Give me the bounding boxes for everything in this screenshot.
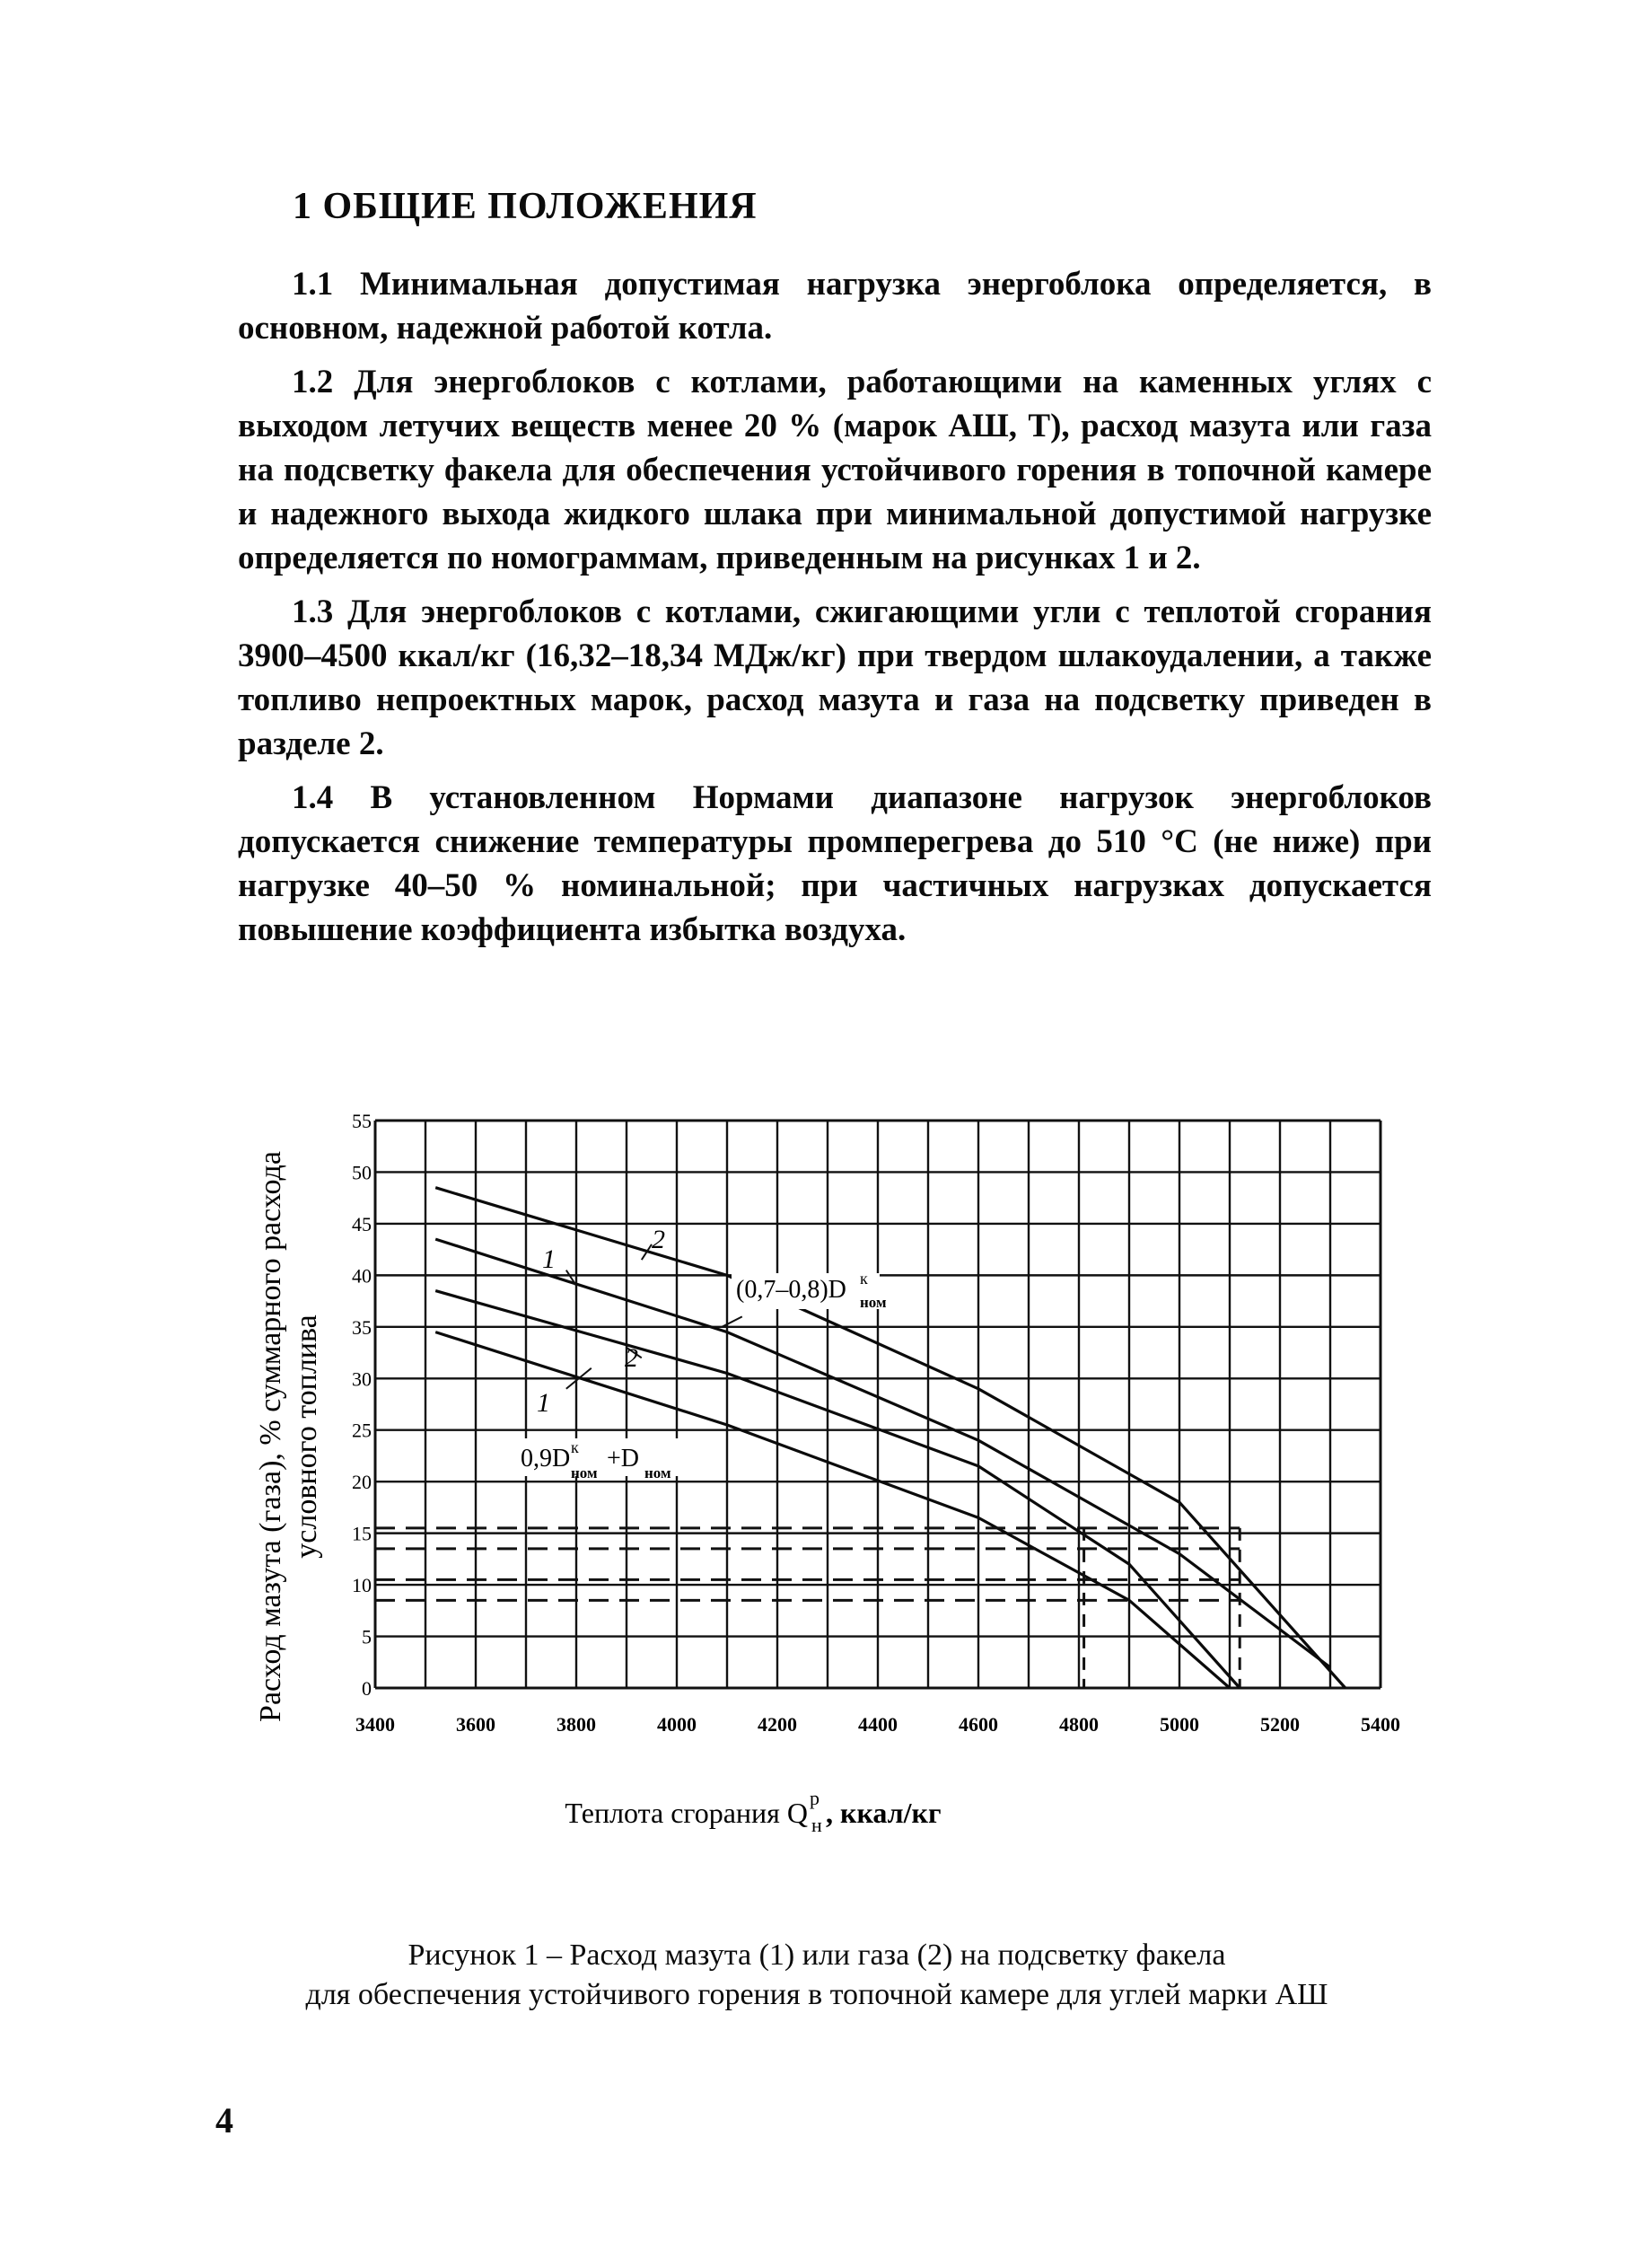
- caption-line-2: для обеспечения устойчивого горения в топочной камере для углей марки АШ: [305, 1978, 1328, 2011]
- y-axis-label-line1: Расход мазута (газа), % суммарного расхода: [254, 1151, 287, 1722]
- curve-lower-2: [435, 1291, 1240, 1688]
- section-heading: 1 ОБЩИЕ ПОЛОЖЕНИЯ: [293, 186, 758, 227]
- curve-label-2-upper: 2: [652, 1225, 665, 1254]
- x-tick-label: 3600: [456, 1713, 495, 1736]
- x-tick-label: 3400: [355, 1713, 395, 1736]
- lower-group-label-tail: +D: [607, 1445, 640, 1472]
- curve-lower-1: [435, 1332, 1230, 1688]
- paragraph: 1.1 Минимальная допустимая нагрузка энергоблока определяется, в основном, надежной работой котла.: [238, 266, 1432, 347]
- paragraph: 1.3 Для энергоблоков с котлами, сжигающими угли с теплотой сгорания 3900–4500 ккал/кг (16,32–18,34 МДж/кг) при твердом шлакоудалении, а также топливо непроектных марок, расход мазута и газа на подсветку приведен в разделе 2.: [238, 593, 1432, 762]
- y-tick-label: 50: [352, 1161, 372, 1184]
- y-tick-label: 55: [352, 1110, 372, 1132]
- y-tick-label: 45: [352, 1212, 372, 1235]
- y-tick-label: 15: [352, 1522, 372, 1545]
- paragraph: 1.4 В установленном Нормами диапазоне нагрузок энергоблоков допускается снижение температуры промперегрева до 510 °С (не ниже) при нагрузке 40–50 % номинальной; при частичных нагрузках допускается повышение коэффициента избытка воздуха.: [238, 779, 1432, 948]
- tick-labels: [352, 1110, 1400, 1736]
- x-tick-label: 5000: [1160, 1713, 1199, 1736]
- page-number: 4: [215, 2100, 233, 2141]
- upper-group-label-sup: к: [860, 1270, 868, 1288]
- upper-group-label-sub: ном: [860, 1294, 887, 1311]
- lower-group-label-tail-sub: ном: [644, 1464, 671, 1481]
- x-axis-label: Теплота сгорания Q: [565, 1797, 808, 1829]
- curve-label-2-lower: 2: [625, 1343, 638, 1373]
- y-tick-label: 20: [352, 1471, 372, 1494]
- lower-group-label: 0,9D: [521, 1445, 571, 1472]
- leader-line: [722, 1316, 741, 1326]
- y-tick-label: 40: [352, 1264, 372, 1288]
- x-tick-label: 4600: [959, 1713, 998, 1736]
- x-tick-label: 4200: [758, 1713, 797, 1736]
- x-axis-label-unit: , ккал/кг: [826, 1797, 942, 1829]
- lower-group-label-sub: ном: [571, 1464, 598, 1481]
- y-tick-label: 0: [362, 1677, 372, 1700]
- x-tick-label: 5400: [1361, 1713, 1400, 1736]
- x-tick-label: 4800: [1059, 1713, 1099, 1736]
- x-tick-label: 3800: [557, 1713, 596, 1736]
- chart-grid: [375, 1121, 1380, 1688]
- curve-label-1-lower: 1: [537, 1388, 550, 1418]
- curve-label-1-upper: 1: [542, 1244, 556, 1274]
- y-tick-label: 25: [352, 1419, 372, 1442]
- x-tick-label: 5200: [1260, 1713, 1300, 1736]
- x-axis-label-superscript: р: [810, 1787, 820, 1809]
- caption-line-1: Рисунок 1 – Расход мазута (1) или газа (2) на подсветку факела: [408, 1938, 1226, 1972]
- x-tick-label: 4400: [858, 1713, 898, 1736]
- y-tick-label: 5: [362, 1625, 372, 1648]
- y-tick-label: 10: [352, 1574, 372, 1597]
- paragraph: 1.2 Для энергоблоков с котлами, работающими на каменных углях с выходом летучих веществ менее 20 % (марок АШ, Т), расход мазута или газа на подсветку факела для обеспечения устойчивого горения в топочной камере и надежного выхода жидкого шлака при минимальной допустимой нагрузке определяется по номограммам, приведенным на рисунках 1 и 2.: [238, 364, 1432, 576]
- x-axis-label-subscript: н: [811, 1814, 822, 1836]
- figure-caption: [162, 1936, 1472, 2015]
- y-axis-label-line2: условного топлива: [290, 1314, 323, 1559]
- x-tick-label: 4000: [657, 1713, 697, 1736]
- upper-group-label: (0,7–0,8)D: [736, 1276, 846, 1304]
- lower-group-label-sup: к: [571, 1438, 579, 1456]
- y-tick-label: 30: [352, 1367, 372, 1391]
- y-tick-label: 35: [352, 1315, 372, 1339]
